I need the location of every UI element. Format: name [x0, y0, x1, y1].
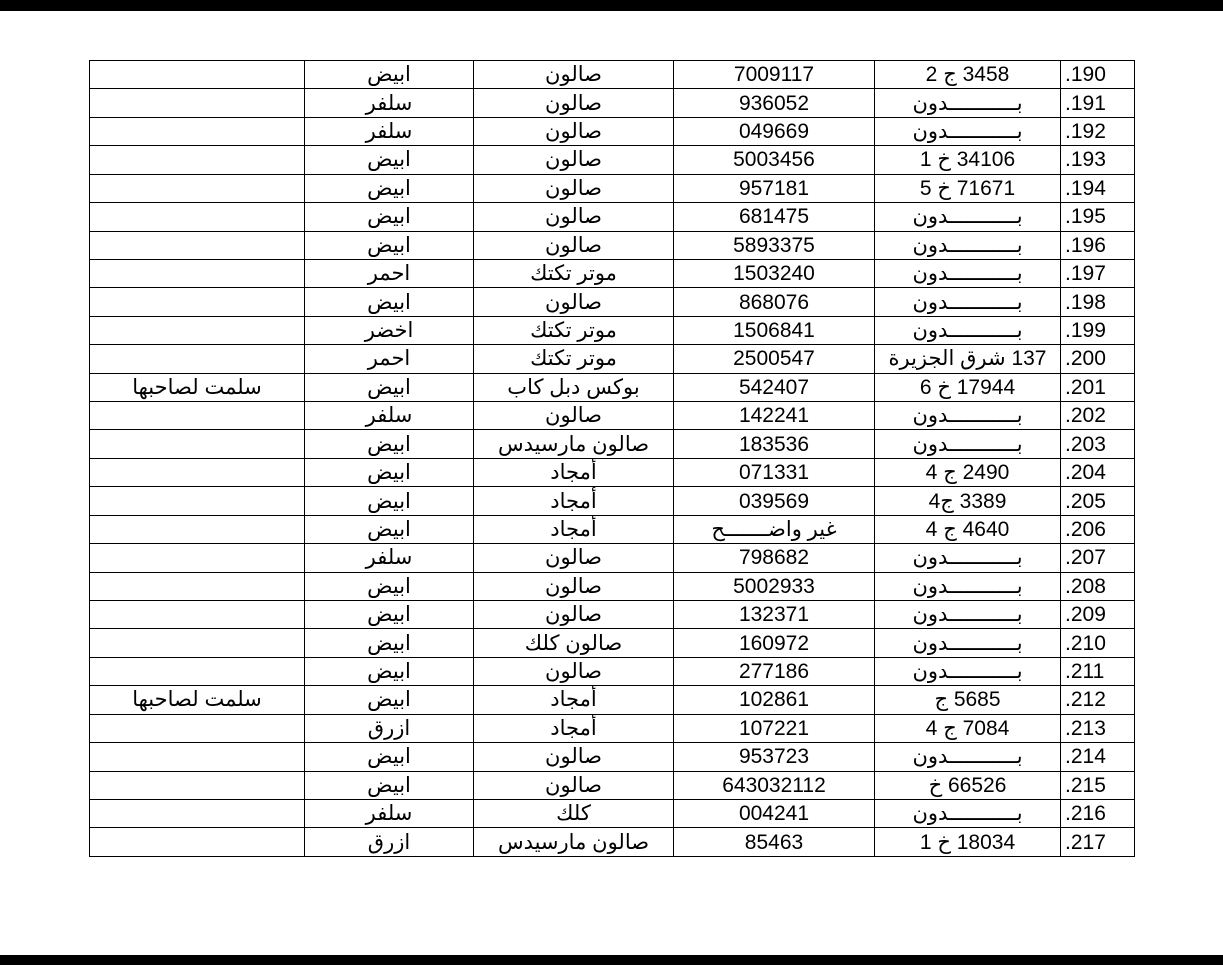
row-number-cell: .211: [1061, 657, 1135, 685]
table-body: [90, 61, 1135, 857]
table-row: [90, 117, 1135, 145]
chassis-number-cell: 107221: [674, 714, 875, 742]
table-row: [90, 743, 1135, 771]
row-number-cell: .202: [1061, 402, 1135, 430]
row-number-cell: .201: [1061, 373, 1135, 401]
chassis-number-cell: 049669: [674, 117, 875, 145]
vehicle-type-cell: صالون: [474, 89, 674, 117]
table-row: [90, 259, 1135, 287]
notes-cell: [90, 288, 305, 316]
bottom-dark-border: [0, 955, 1223, 965]
color-cell: ابيض: [305, 487, 474, 515]
notes-cell: [90, 231, 305, 259]
plate-number-cell: 71671 خ 5: [875, 174, 1061, 202]
notes-cell: [90, 714, 305, 742]
chassis-number-cell: 5893375: [674, 231, 875, 259]
notes-cell: [90, 487, 305, 515]
vehicle-type-cell: صالون: [474, 61, 674, 89]
plate-number-cell: 2490 ج 4: [875, 458, 1061, 486]
notes-cell: [90, 544, 305, 572]
color-cell: ابيض: [305, 373, 474, 401]
notes-cell: سلمت لصاحبها: [90, 686, 305, 714]
notes-cell: [90, 601, 305, 629]
notes-cell: [90, 316, 305, 344]
table-row: [90, 231, 1135, 259]
vehicle-type-cell: موتر تكتك: [474, 316, 674, 344]
vehicle-type-cell: كلك: [474, 799, 674, 827]
color-cell: ابيض: [305, 430, 474, 458]
vehicle-type-cell: أمجاد: [474, 487, 674, 515]
chassis-number-cell: 004241: [674, 799, 875, 827]
chassis-number-cell: 160972: [674, 629, 875, 657]
plate-number-cell: بـــــــــــدون: [875, 544, 1061, 572]
table-row: [90, 458, 1135, 486]
color-cell: سلفر: [305, 89, 474, 117]
plate-number-cell: بـــــــــــدون: [875, 89, 1061, 117]
notes-cell: [90, 572, 305, 600]
table-row: [90, 174, 1135, 202]
vehicle-records-table: [89, 60, 1135, 857]
color-cell: احمر: [305, 345, 474, 373]
row-number-cell: .204: [1061, 458, 1135, 486]
top-dark-border: [0, 0, 1223, 11]
notes-cell: [90, 799, 305, 827]
plate-number-cell: بـــــــــــدون: [875, 572, 1061, 600]
vehicle-type-cell: صالون: [474, 601, 674, 629]
vehicle-type-cell: صالون: [474, 743, 674, 771]
color-cell: ابيض: [305, 771, 474, 799]
table-row: [90, 515, 1135, 543]
row-number-cell: .216: [1061, 799, 1135, 827]
vehicle-type-cell: صالون: [474, 572, 674, 600]
chassis-number-cell: 957181: [674, 174, 875, 202]
plate-number-cell: 34106 خ 1: [875, 146, 1061, 174]
vehicle-type-cell: أمجاد: [474, 458, 674, 486]
plate-number-cell: بـــــــــــدون: [875, 657, 1061, 685]
row-number-cell: .197: [1061, 259, 1135, 287]
color-cell: ابيض: [305, 288, 474, 316]
color-cell: سلفر: [305, 117, 474, 145]
table-row: [90, 316, 1135, 344]
plate-number-cell: بـــــــــــدون: [875, 402, 1061, 430]
color-cell: ابيض: [305, 231, 474, 259]
chassis-number-cell: 953723: [674, 743, 875, 771]
table-row: [90, 572, 1135, 600]
chassis-number-cell: 039569: [674, 487, 875, 515]
notes-cell: [90, 657, 305, 685]
plate-number-cell: بـــــــــــدون: [875, 430, 1061, 458]
vehicle-type-cell: صالون: [474, 117, 674, 145]
chassis-number-cell: 071331: [674, 458, 875, 486]
table-row: [90, 601, 1135, 629]
notes-cell: [90, 345, 305, 373]
color-cell: سلفر: [305, 402, 474, 430]
row-number-cell: .207: [1061, 544, 1135, 572]
row-number-cell: .214: [1061, 743, 1135, 771]
plate-number-cell: 18034 خ 1: [875, 828, 1061, 856]
chassis-number-cell: 5003456: [674, 146, 875, 174]
table-row: [90, 629, 1135, 657]
row-number-cell: .213: [1061, 714, 1135, 742]
row-number-cell: .206: [1061, 515, 1135, 543]
row-number-cell: .191: [1061, 89, 1135, 117]
chassis-number-cell: 2500547: [674, 345, 875, 373]
row-number-cell: .194: [1061, 174, 1135, 202]
chassis-number-cell: 132371: [674, 601, 875, 629]
color-cell: اخضر: [305, 316, 474, 344]
row-number-cell: .198: [1061, 288, 1135, 316]
plate-number-cell: 7084 ج 4: [875, 714, 1061, 742]
notes-cell: [90, 117, 305, 145]
chassis-number-cell: 681475: [674, 203, 875, 231]
row-number-cell: .196: [1061, 231, 1135, 259]
plate-number-cell: 3458 ج 2: [875, 61, 1061, 89]
row-number-cell: .215: [1061, 771, 1135, 799]
chassis-number-cell: 798682: [674, 544, 875, 572]
row-number-cell: .199: [1061, 316, 1135, 344]
chassis-number-cell: 1506841: [674, 316, 875, 344]
plate-number-cell: بـــــــــــدون: [875, 629, 1061, 657]
vehicle-type-cell: صالون: [474, 544, 674, 572]
color-cell: سلفر: [305, 799, 474, 827]
vehicle-type-cell: صالون كلك: [474, 629, 674, 657]
vehicle-type-cell: صالون: [474, 657, 674, 685]
color-cell: ابيض: [305, 203, 474, 231]
table-row: [90, 799, 1135, 827]
vehicle-type-cell: صالون: [474, 231, 674, 259]
table-row: [90, 61, 1135, 89]
vehicle-type-cell: صالون: [474, 203, 674, 231]
notes-cell: [90, 771, 305, 799]
row-number-cell: .192: [1061, 117, 1135, 145]
chassis-number-cell: 277186: [674, 657, 875, 685]
vehicle-type-cell: بوكس دبل كاب: [474, 373, 674, 401]
color-cell: ابيض: [305, 629, 474, 657]
row-number-cell: .217: [1061, 828, 1135, 856]
plate-number-cell: بـــــــــــدون: [875, 799, 1061, 827]
row-number-cell: .210: [1061, 629, 1135, 657]
row-number-cell: .190: [1061, 61, 1135, 89]
chassis-number-cell: 936052: [674, 89, 875, 117]
chassis-number-cell: 5002933: [674, 572, 875, 600]
chassis-number-cell: 868076: [674, 288, 875, 316]
plate-number-cell: بـــــــــــدون: [875, 743, 1061, 771]
color-cell: ازرق: [305, 828, 474, 856]
notes-cell: [90, 515, 305, 543]
notes-cell: [90, 146, 305, 174]
table-row: [90, 544, 1135, 572]
table-row: [90, 771, 1135, 799]
vehicle-type-cell: أمجاد: [474, 515, 674, 543]
table-row: [90, 714, 1135, 742]
vehicle-type-cell: صالون: [474, 402, 674, 430]
notes-cell: [90, 402, 305, 430]
vehicle-type-cell: صالون: [474, 771, 674, 799]
vehicle-type-cell: صالون مارسيدس: [474, 828, 674, 856]
plate-number-cell: بـــــــــــدون: [875, 288, 1061, 316]
notes-cell: [90, 629, 305, 657]
table-row: [90, 146, 1135, 174]
table-row: [90, 89, 1135, 117]
table-row: [90, 203, 1135, 231]
table-row: [90, 487, 1135, 515]
notes-cell: [90, 174, 305, 202]
notes-cell: [90, 458, 305, 486]
chassis-number-cell: 542407: [674, 373, 875, 401]
chassis-number-cell: غير واضـــــــح: [674, 515, 875, 543]
plate-number-cell: 137 شرق الجزيرة: [875, 345, 1061, 373]
row-number-cell: .212: [1061, 686, 1135, 714]
color-cell: ابيض: [305, 743, 474, 771]
color-cell: ابيض: [305, 515, 474, 543]
plate-number-cell: بـــــــــــدون: [875, 231, 1061, 259]
vehicle-type-cell: صالون: [474, 288, 674, 316]
color-cell: ابيض: [305, 458, 474, 486]
table-row: [90, 402, 1135, 430]
table-row: [90, 686, 1135, 714]
color-cell: ابيض: [305, 657, 474, 685]
notes-cell: [90, 828, 305, 856]
color-cell: ابيض: [305, 146, 474, 174]
vehicle-type-cell: صالون: [474, 174, 674, 202]
vehicle-type-cell: موتر تكتك: [474, 259, 674, 287]
plate-number-cell: 17944 خ 6: [875, 373, 1061, 401]
chassis-number-cell: 7009117: [674, 61, 875, 89]
row-number-cell: .208: [1061, 572, 1135, 600]
row-number-cell: .203: [1061, 430, 1135, 458]
plate-number-cell: 5685 ج: [875, 686, 1061, 714]
color-cell: ازرق: [305, 714, 474, 742]
chassis-number-cell: 643032112: [674, 771, 875, 799]
row-number-cell: .209: [1061, 601, 1135, 629]
table-row: [90, 373, 1135, 401]
row-number-cell: .200: [1061, 345, 1135, 373]
color-cell: ابيض: [305, 61, 474, 89]
notes-cell: [90, 89, 305, 117]
color-cell: ابيض: [305, 601, 474, 629]
row-number-cell: .193: [1061, 146, 1135, 174]
table-row: [90, 345, 1135, 373]
table-row: [90, 288, 1135, 316]
notes-cell: [90, 203, 305, 231]
vehicle-type-cell: موتر تكتك: [474, 345, 674, 373]
color-cell: ابيض: [305, 572, 474, 600]
table-row: [90, 657, 1135, 685]
vehicle-type-cell: أمجاد: [474, 714, 674, 742]
notes-cell: [90, 259, 305, 287]
color-cell: سلفر: [305, 544, 474, 572]
color-cell: احمر: [305, 259, 474, 287]
plate-number-cell: بـــــــــــدون: [875, 601, 1061, 629]
row-number-cell: .195: [1061, 203, 1135, 231]
color-cell: ابيض: [305, 686, 474, 714]
plate-number-cell: بـــــــــــدون: [875, 316, 1061, 344]
color-cell: ابيض: [305, 174, 474, 202]
chassis-number-cell: 1503240: [674, 259, 875, 287]
vehicle-type-cell: صالون مارسيدس: [474, 430, 674, 458]
plate-number-cell: 3389 ج4: [875, 487, 1061, 515]
plate-number-cell: 4640 ج 4: [875, 515, 1061, 543]
vehicle-type-cell: صالون: [474, 146, 674, 174]
notes-cell: سلمت لصاحبها: [90, 373, 305, 401]
notes-cell: [90, 430, 305, 458]
table-row: [90, 828, 1135, 856]
row-number-cell: .205: [1061, 487, 1135, 515]
chassis-number-cell: 183536: [674, 430, 875, 458]
notes-cell: [90, 61, 305, 89]
plate-number-cell: 66526 خ: [875, 771, 1061, 799]
plate-number-cell: بـــــــــــدون: [875, 117, 1061, 145]
notes-cell: [90, 743, 305, 771]
vehicle-type-cell: أمجاد: [474, 686, 674, 714]
plate-number-cell: بـــــــــــدون: [875, 259, 1061, 287]
chassis-number-cell: 102861: [674, 686, 875, 714]
table-row: [90, 430, 1135, 458]
chassis-number-cell: 85463: [674, 828, 875, 856]
chassis-number-cell: 142241: [674, 402, 875, 430]
plate-number-cell: بـــــــــــدون: [875, 203, 1061, 231]
